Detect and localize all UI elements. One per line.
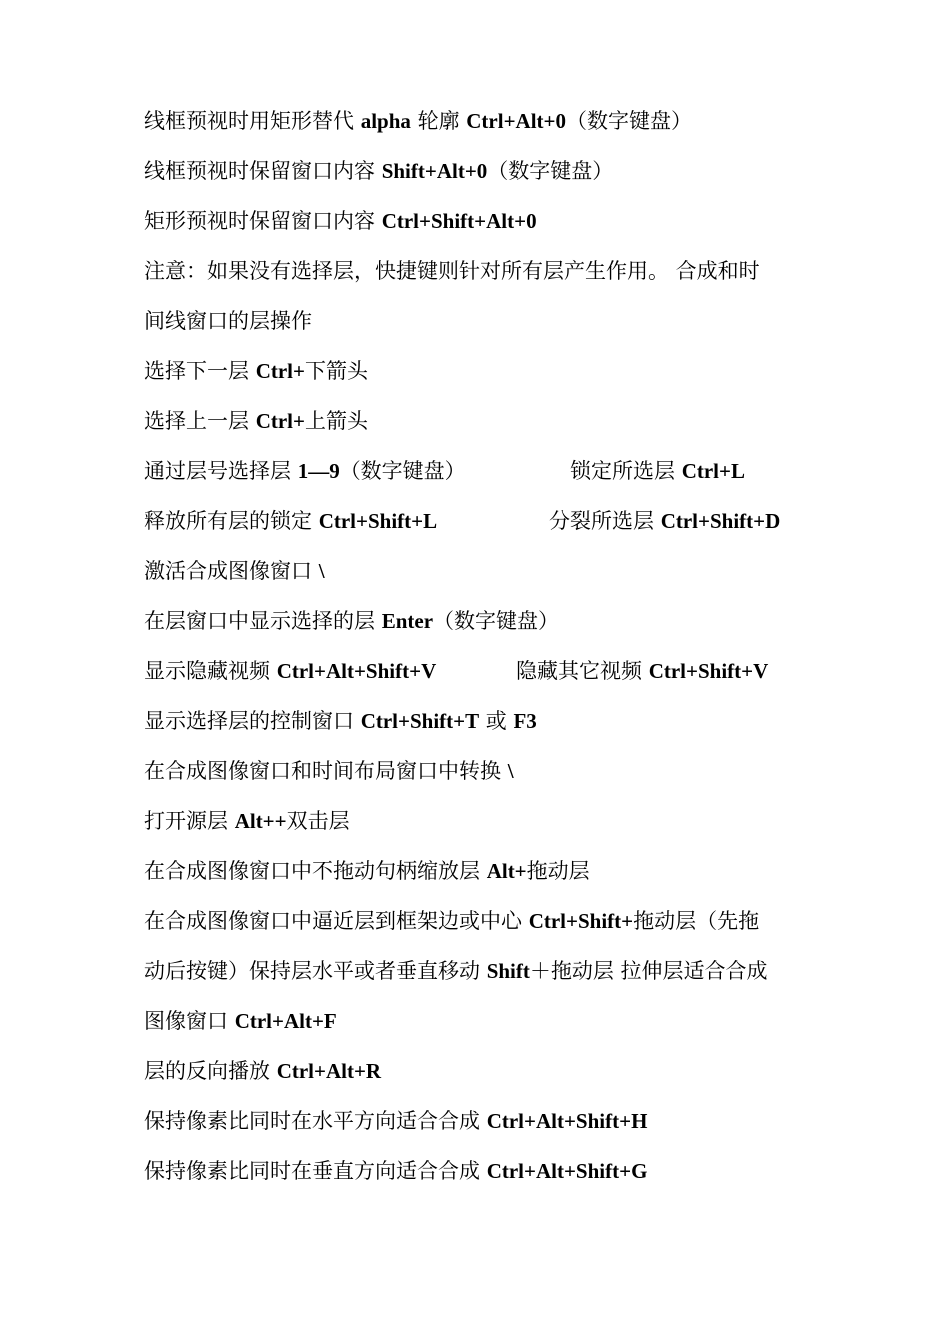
line-term: alpha (360, 109, 411, 133)
text-line-4 (144, 246, 760, 296)
line-text: 打开源层 (144, 809, 235, 833)
shortcut-key: Ctrl+Alt+R (276, 1059, 382, 1083)
shortcut-key: Ctrl+Alt+Shift+H (486, 1109, 648, 1133)
text-line-11 (144, 596, 559, 646)
text-line-16 (144, 846, 590, 896)
line-text: 轮廓 (410, 109, 467, 133)
text-line-5 (144, 296, 312, 346)
text-line-22 (144, 1146, 647, 1196)
shortcut-key: Ctrl+Alt+Shift+V (276, 659, 437, 683)
shortcut-key: Ctrl+L (681, 459, 745, 483)
line-text: 图像窗口 (144, 1009, 235, 1033)
shortcut-key: Ctrl+Shift+L (318, 509, 438, 533)
line-note: 下箭头 (304, 359, 368, 383)
text-line-18 (144, 946, 768, 996)
shortcut-key: Ctrl+Shift+Alt+0 (381, 209, 537, 233)
shortcut-key: Enter (381, 609, 434, 633)
line-note: 双击层 (286, 809, 350, 833)
line-text: 在合成图像窗口和时间布局窗口中转换 (144, 759, 508, 783)
shortcut-key: F3 (513, 709, 537, 733)
line-text: 线框预视时保留窗口内容 (144, 159, 382, 183)
line-note: 拖动层 (526, 859, 590, 883)
line-text: 通过层号选择层 (144, 459, 298, 483)
second-column (549, 496, 780, 546)
shortcut-key: 1—9 (297, 459, 340, 483)
text-line-19 (144, 996, 337, 1046)
text-line-12 (144, 646, 804, 696)
line-text: 在合成图像窗口中不拖动句柄缩放层 (144, 859, 487, 883)
text-line-20 (144, 1046, 381, 1096)
line-text: 动后按键）保持层水平或者垂直移动 (144, 959, 487, 983)
line-note: （数字键盘） (433, 609, 560, 633)
line-note: （数字键盘） (566, 109, 692, 133)
text-line-2 (144, 146, 613, 196)
line-text: 释放所有层的锁定 (144, 509, 319, 533)
line-text: 注意：如果没有选择层，快捷键则针对所有层产生作用。 合成和时 (144, 259, 760, 283)
line-note: （数字键盘） (339, 459, 466, 483)
line-text: 选择下一层 (144, 359, 256, 383)
shortcut-key: Ctrl+ (255, 359, 305, 383)
line-text: 分裂所选层 (549, 509, 661, 533)
line-text: 显示隐藏视频 (144, 659, 277, 683)
line-text: 在合成图像窗口中逼近层到框架边或中心 (144, 909, 529, 933)
second-column (570, 446, 745, 496)
shortcut-key: Shift+Alt+0 (381, 159, 488, 183)
shortcut-key: Ctrl+Shift+T (360, 709, 480, 733)
line-text: 显示选择层的控制窗口 (144, 709, 361, 733)
line-text: 矩形预视时保留窗口内容 (144, 209, 382, 233)
text-line-13 (144, 696, 537, 746)
text-line-8 (144, 446, 804, 496)
shortcut-key: Ctrl+Shift+D (660, 509, 781, 533)
second-column (516, 646, 768, 696)
shortcut-key: \ (507, 759, 514, 783)
shortcut-key: \ (318, 559, 325, 583)
shortcut-key: Ctrl+Shift+ (528, 909, 634, 933)
text-line-14 (144, 746, 514, 796)
shortcut-key: Ctrl+Shift+V (648, 659, 769, 683)
shortcut-key: Ctrl+Alt+Shift+G (486, 1159, 648, 1183)
line-text: 在层窗口中显示选择的层 (144, 609, 382, 633)
text-line-10 (144, 546, 325, 596)
text-line-1 (144, 96, 692, 146)
line-text: 层的反向播放 (144, 1059, 277, 1083)
shortcut-key: Shift (486, 959, 530, 983)
shortcut-key: Alt+ (486, 859, 527, 883)
line-text: 保持像素比同时在水平方向适合合成 (144, 1109, 487, 1133)
text-line-7 (144, 396, 368, 446)
line-text: 激活合成图像窗口 (144, 559, 319, 583)
shortcut-key: Ctrl+Alt+0 (466, 109, 566, 133)
text-line-21 (144, 1096, 647, 1146)
line-note: （数字键盘） (487, 159, 614, 183)
line-note: 拖动层（先拖 (633, 909, 760, 933)
line-text: 间线窗口的层操作 (144, 309, 312, 333)
shortcut-key: Ctrl+Alt+F (234, 1009, 337, 1033)
text-line-17 (144, 896, 759, 946)
text-line-15 (144, 796, 350, 846)
shortcut-key: Alt++ (234, 809, 287, 833)
shortcut-key: Ctrl+ (255, 409, 305, 433)
line-text: 隐藏其它视频 (516, 659, 649, 683)
line-text: 保持像素比同时在垂直方向适合合成 (144, 1159, 487, 1183)
text-line-9 (144, 496, 804, 546)
line-note: 上箭头 (304, 409, 368, 433)
text-line-6 (144, 346, 368, 396)
line-note: 或 (479, 709, 514, 733)
line-note: ＋拖动层 拉伸层适合合成 (529, 959, 768, 983)
line-text: 锁定所选层 (570, 459, 682, 483)
line-text: 线框预视时用矩形替代 (144, 109, 361, 133)
line-text: 选择上一层 (144, 409, 256, 433)
text-line-3 (144, 196, 537, 246)
